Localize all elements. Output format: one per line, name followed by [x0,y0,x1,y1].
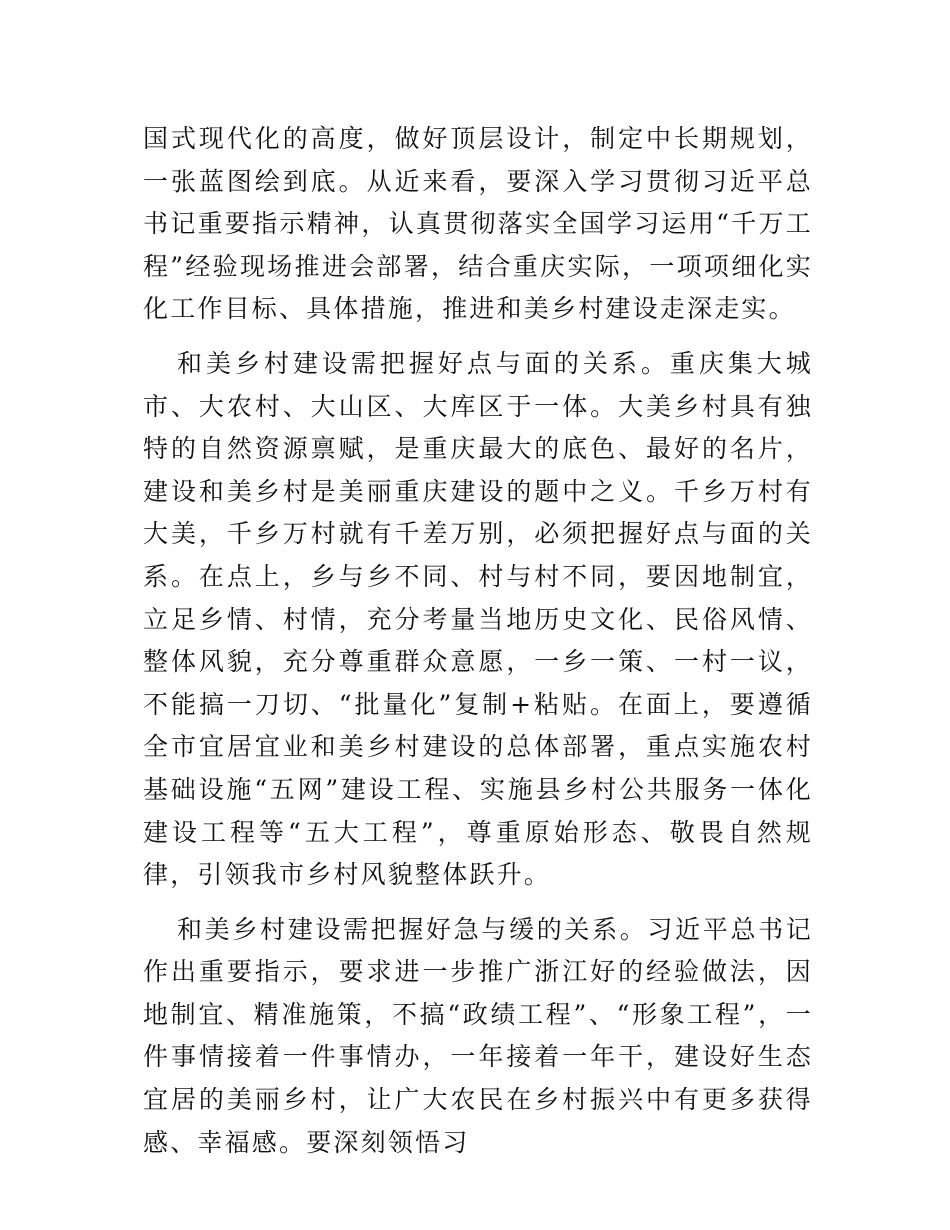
document-body [143,118,813,1176]
paragraph-urgent-and-slow: 和美乡村建设需把握好急与缓的关系。习近平总书记作出重要指示，要求进一步推广浙江好的经验做法，因地制宜、精准施策，不搞“政绩工程”、“形象工程”，一件事情接着一件事情办，一年接着一年干，建设好生态宜居的美丽乡村，让广大农民在乡村振兴中有更多获得感、幸福感。要深刻领悟习 [143,914,813,1157]
paragraph-point-and-area: 和美乡村建设需把握好点与面的关系。重庆集大城市、大农村、大山区、大库区于一体。大美乡村具有独特的自然资源禀赋，是重庆最大的底色、最好的名片，建设和美乡村是美丽重庆建设的题中之义。千乡万村有大美，千乡万村就有千差万别，必须把握好点与面的关系。在点上，乡与乡不同、村与村不同，要因地制宜，立足乡情、村情，充分考量当地历史文化、民俗风情、整体风貌，充分尊重群众意愿，一乡一策、一村一议，不能搞一刀切、“批量化”复制+粘贴。在面上，要遵循全市宜居宜业和美乡村建设的总体部署，重点实施农村基础设施“五网”建设工程、实施县乡村公共服务一体化建设工程等“五大工程”，尊重原始形态、敬畏自然规律，引领我市乡村风貌整体跃升。 [143,348,813,890]
paragraph-continuation: 国式现代化的高度，做好顶层设计，制定中长期规划，一张蓝图绘到底。从近来看，要深入学习贯彻习近平总书记重要指示精神，认真贯彻落实全国学习运用“千万工程”经验现场推进会部署，结合重庆实际，一项项细化实化工作目标、具体措施，推进和美乡村建设走深走实。 [143,124,813,324]
